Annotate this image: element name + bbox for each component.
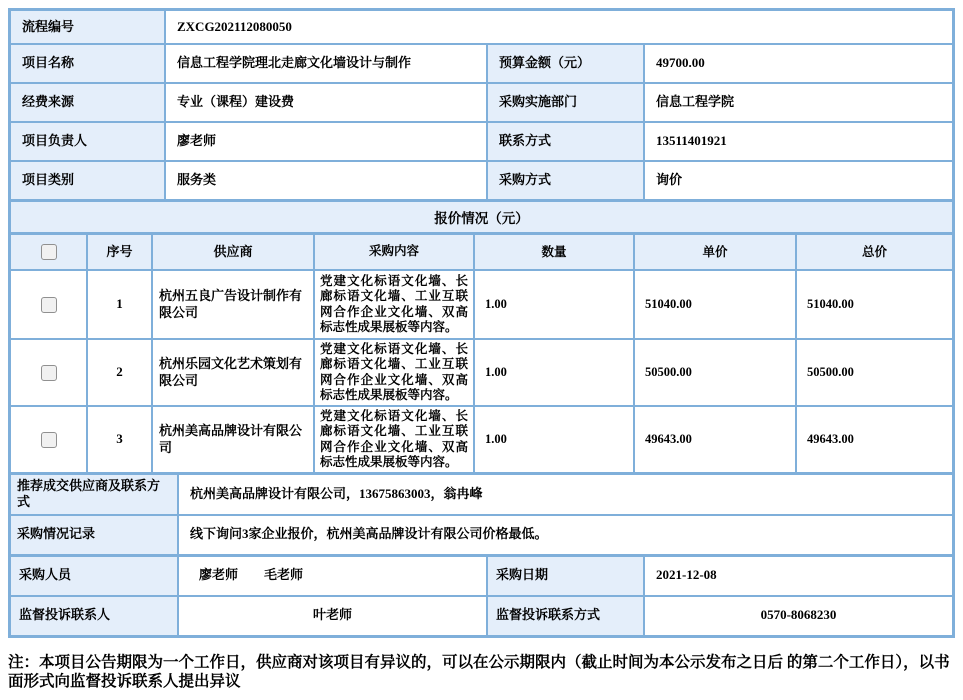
table-row [11,43,952,82]
offer-qty: 1.00 [473,340,633,405]
col-header-qty: 数量 [473,235,633,269]
table-row [11,595,952,635]
offers-table [11,232,952,472]
col-header-total: 总价 [795,235,952,269]
table-row [11,557,952,595]
project-name-value: 信息工程学院理北走廊文化墙设计与制作 [164,45,486,82]
offer-supplier: 杭州五良广告设计制作有限公司 [151,271,313,338]
offer-no: 3 [86,407,151,472]
offer-content: 党建文化标语文化墙、长廊标语文化墙、工业互联网合作企业文化墙、双高标志性成果展板等内容。 [313,271,473,338]
contact-label: 联系方式 [486,123,643,160]
offer-row [11,338,952,405]
offer-total: 51040.00 [795,271,952,338]
budget-label: 预算金额（元） [486,45,643,82]
procurement-method-label: 采购方式 [486,162,643,199]
process-number-value: ZXCG202112080050 [164,11,952,43]
col-header-content: 采购内容 [313,235,473,269]
project-info-table [11,11,952,199]
recommended-supplier-value: 杭州美高品牌设计有限公司，13675863003，翁冉峰 [177,475,952,514]
offer-unit-price: 50500.00 [633,340,795,405]
row-checkbox[interactable] [41,297,57,313]
table-row [11,160,952,199]
row-select-cell [11,340,86,405]
table-row [11,475,952,514]
procurement-record-value: 线下询问3家企业报价，杭州美高品牌设计有限公司价格最低。 [177,516,952,554]
purchasing-dept-value: 信息工程学院 [643,84,952,121]
offer-total: 50500.00 [795,340,952,405]
table-row [11,514,952,554]
buyer-value: 廖老师 毛老师 [177,557,486,595]
result-summary-table [11,472,952,554]
offer-qty: 1.00 [473,407,633,472]
offer-row [11,269,952,338]
funding-source-label: 经费来源 [11,84,164,121]
supervisor-phone-label: 监督投诉联系方式 [486,597,643,635]
select-all-cell [11,235,86,269]
supervisor-phone-value: 0570-8068230 [643,597,952,635]
funding-source-value: 专业（课程）建设费 [164,84,486,121]
offer-no: 2 [86,340,151,405]
project-leader-label: 项目负责人 [11,123,164,160]
budget-value: 49700.00 [643,45,952,82]
select-all-checkbox[interactable] [41,244,57,260]
row-select-cell [11,407,86,472]
purchasing-dept-label: 采购实施部门 [486,84,643,121]
publicity-period-note: 注：本项目公告期限为一个工作日，供应商对该项目有异议的，可以在公示期限内（截止时间为本公示发布之日后 的第二个工作日），以书面形式向监督投诉联系人提出异议 [8,653,950,691]
offer-no: 1 [86,271,151,338]
table-row [11,11,952,43]
row-checkbox[interactable] [41,365,57,381]
offer-row [11,405,952,472]
col-header-unit-price: 单价 [633,235,795,269]
buyer-label: 采购人员 [11,557,177,595]
offer-unit-price: 51040.00 [633,271,795,338]
procurement-method-value: 询价 [643,162,952,199]
offer-supplier: 杭州乐园文化艺术策划有限公司 [151,340,313,405]
project-leader-value: 廖老师 [164,123,486,160]
offer-content: 党建文化标语文化墙、长廊标语文化墙、工业互联网合作企业文化墙、双高标志性成果展板等内容。 [313,407,473,472]
procurement-record-label: 采购情况记录 [11,516,177,554]
project-type-label: 项目类别 [11,162,164,199]
offer-content: 党建文化标语文化墙、长廊标语文化墙、工业互联网合作企业文化墙、双高标志性成果展板等内容。 [313,340,473,405]
col-header-supplier: 供应商 [151,235,313,269]
purchase-date-label: 采购日期 [486,557,643,595]
col-header-no: 序号 [86,235,151,269]
process-number-label: 流程编号 [11,11,164,43]
contacts-table [11,554,952,635]
quote-section-title: 报价情况（元） [11,199,952,232]
project-type-value: 服务类 [164,162,486,199]
offer-supplier: 杭州美高品牌设计有限公司 [151,407,313,472]
offer-unit-price: 49643.00 [633,407,795,472]
offers-header-row [11,235,952,269]
purchase-date-value: 2021-12-08 [643,557,952,595]
offer-qty: 1.00 [473,271,633,338]
offer-total: 49643.00 [795,407,952,472]
supervisor-label: 监督投诉联系人 [11,597,177,635]
project-name-label: 项目名称 [11,45,164,82]
procurement-publicity-form [8,8,955,638]
table-row [11,82,952,121]
table-row [11,121,952,160]
supervisor-value: 叶老师 [177,597,486,635]
recommended-supplier-label: 推荐成交供应商及联系方式 [11,475,177,514]
row-select-cell [11,271,86,338]
contact-value: 13511401921 [643,123,952,160]
row-checkbox[interactable] [41,432,57,448]
